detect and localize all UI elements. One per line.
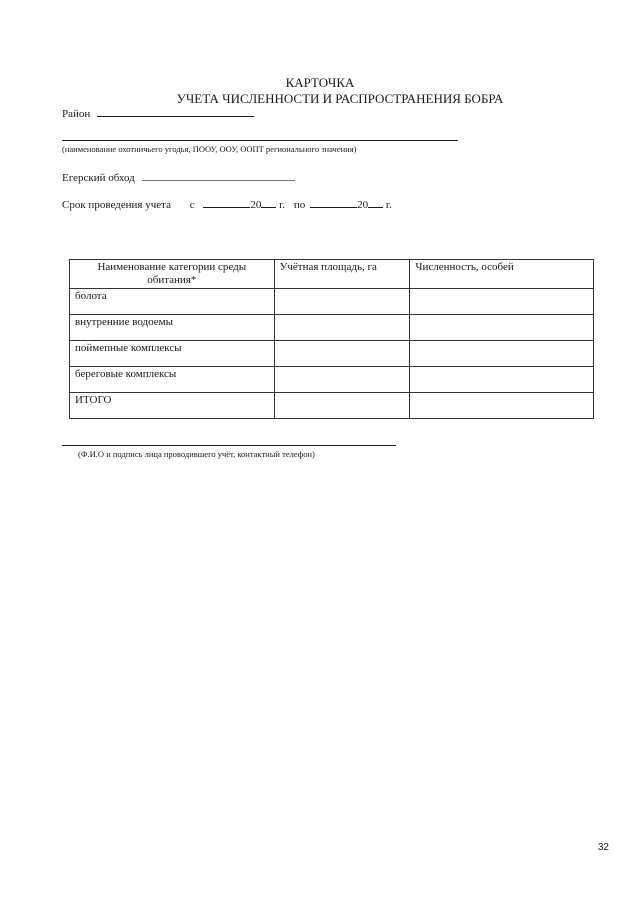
period-label: Срок проведения учета: [62, 199, 171, 211]
table-row: [70, 367, 594, 393]
header-category: Наименование категории среды обитания*: [70, 260, 275, 289]
period-to-blank: [310, 197, 357, 208]
period-year-1-blank: [261, 197, 276, 208]
period-year-1-suffix: г.: [279, 199, 286, 211]
ranger-district-blank: [142, 170, 295, 181]
signature-caption: (Ф.И.О и подпись лица проводившего учёт, контактный телефон): [78, 449, 315, 459]
table-row: [70, 315, 594, 341]
row-area-cell[interactable]: [274, 367, 410, 393]
row-category: болота: [70, 289, 275, 315]
card-subtitle: УЧЕТА ЧИСЛЕННОСТИ И РАСПРОСТРАНЕНИЯ БОБРА: [176, 91, 504, 106]
period-year-2: 20: [357, 199, 369, 211]
period-from-blank: [203, 197, 250, 208]
period-from: с: [189, 199, 195, 211]
row-category-total: ИТОГО: [70, 393, 275, 419]
table-header-row: [70, 260, 594, 289]
table-row: [70, 289, 594, 315]
row-count-cell[interactable]: [410, 289, 594, 315]
district-blank: [97, 106, 254, 117]
table-total-row: [70, 393, 594, 419]
period-row: [62, 197, 392, 211]
row-category: внутренние водоемы: [70, 315, 275, 341]
period-to: по: [293, 199, 306, 211]
row-count-cell[interactable]: [410, 367, 594, 393]
hunting-ground-caption: (наименование охотничьего угодья, ПООУ, ООУ, ООПТ регионального значения): [62, 144, 357, 154]
census-table: [69, 259, 594, 419]
row-count-cell[interactable]: [410, 341, 594, 367]
card-title: КАРТОЧКА: [285, 75, 355, 90]
table-row: [70, 341, 594, 367]
period-year-1: 20: [250, 199, 262, 211]
row-area-cell[interactable]: [274, 289, 410, 315]
signature-line: [62, 445, 396, 446]
row-count-cell[interactable]: [410, 315, 594, 341]
row-category: береговые комплексы: [70, 367, 275, 393]
ranger-district-label: Егерский обход: [62, 172, 135, 184]
header-count: Численность, особей: [410, 260, 594, 289]
period-year-2-suffix: г.: [385, 199, 392, 211]
total-count-cell[interactable]: [410, 393, 594, 419]
page-number: 32: [597, 842, 609, 853]
district-row: [62, 106, 254, 120]
row-area-cell[interactable]: [274, 341, 410, 367]
header-area: Учётная площадь, га: [274, 260, 410, 289]
district-label: Район: [62, 108, 91, 120]
period-year-2-blank: [368, 197, 383, 208]
row-category: поймепные комплексы: [70, 341, 275, 367]
hunting-ground-line: [62, 140, 458, 141]
total-area-cell[interactable]: [274, 393, 410, 419]
ranger-district-row: [62, 170, 295, 184]
row-area-cell[interactable]: [274, 315, 410, 341]
